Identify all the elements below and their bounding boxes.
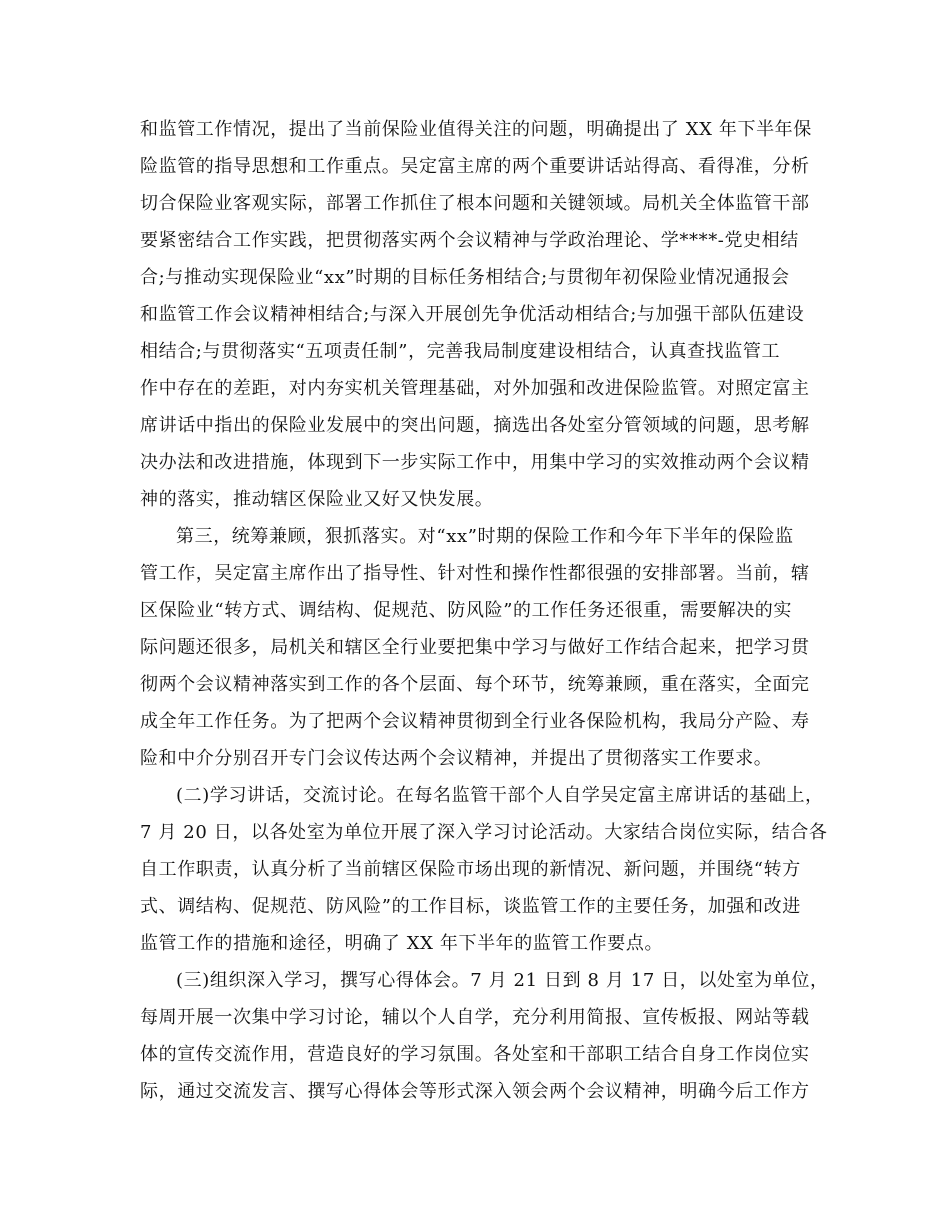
paragraph-first-line: (三)组织深入学习，撰写心得体会。7 月 21 日到 8 月 17 日，以处室为单位， (176, 970, 829, 991)
text-line: 自工作职责，认真分析了当前辖区保险市场出现的新情况、新问题，并围绕“转方 (140, 859, 801, 880)
text-line: 7 月 20 日，以各处室为单位开展了深入学习讨论活动。大家结合岗位实际，结合各 (140, 822, 828, 843)
text-line: 每周开展一次集中学习讨论，辅以个人自学，充分利用简报、宣传板报、网站等载 (140, 1007, 810, 1028)
text-line: 际，通过交流发言、撰写心得体会等形式深入领会两个会议精神，明确今后工作方 (140, 1081, 810, 1102)
text-line: 监管工作的措施和途径，明确了 XX 年下半年的监管工作要点。 (140, 933, 664, 954)
text-line: 作中存在的差距，对内夯实机关管理基础，对外加强和改进保险监管。对照定富主 (140, 378, 810, 399)
text-line: 席讲话中指出的保险业发展中的突出问题，摘选出各处室分管领域的问题，思考解 (140, 415, 810, 436)
text-line: 管工作，吴定富主席作出了指导性、针对性和操作性都很强的安排部署。当前，辖 (140, 563, 810, 584)
text-line: 切合保险业客观实际，部署工作抓住了根本问题和关键领域。局机关全体监管干部 (140, 193, 810, 214)
text-line: 险和中介分别召开专门会议传达两个会议精神，并提出了贯彻落实工作要求。 (140, 748, 773, 769)
text-line: 式、调结构、促规范、防风险”的工作目标，谈监管工作的主要任务，加强和改进 (140, 896, 801, 917)
text-line: 和监管工作情况，提出了当前保险业值得关注的问题，明确提出了 XX 年下半年保 (140, 119, 812, 140)
text-line: 神的落实，推动辖区保险业又好又快发展。 (140, 489, 494, 510)
paragraph-first-line: 第三，统筹兼顾，狠抓落实。对“xx”时期的保险工作和今年下半年的保险监 (176, 526, 794, 547)
text-line: 际问题还很多，局机关和辖区全行业要把集中学习与做好工作结合起来，把学习贯 (140, 637, 810, 658)
text-line: 和监管工作会议精神相结合;与深入开展创先争优活动相结合;与加强干部队伍建设 (140, 304, 805, 325)
paragraph-first-line: (二)学习讲话，交流讨论。在每名监管干部个人自学吴定富主席讲话的基础上， (176, 785, 824, 806)
text-line: 区保险业“转方式、调结构、促规范、防风险”的工作任务还很重，需要解决的实 (140, 600, 793, 621)
text-line: 彻两个会议精神落实到工作的各个层面、每个环节，统筹兼顾，重在落实，全面完 (140, 674, 810, 695)
text-line: 险监管的指导思想和工作重点。吴定富主席的两个重要讲话站得高、看得准，分析 (140, 156, 810, 177)
text-line: 相结合;与贯彻落实“五项责任制”，完善我局制度建设相结合，认真查找监管工 (140, 341, 781, 362)
text-line: 体的宣传交流作用，营造良好的学习氛围。各处室和干部职工结合自身工作岗位实 (140, 1044, 810, 1065)
text-line: 决办法和改进措施，体现到下一步实际工作中，用集中学习的实效推动两个会议精 (140, 452, 810, 473)
text-line: 要紧密结合工作实践，把贯彻落实两个会议精神与学政治理论、学****-党史相结 (140, 230, 799, 251)
text-line: 合;与推动实现保险业“xx”时期的目标任务相结合;与贯彻年初保险业情况通报会 (140, 267, 790, 288)
text-line: 成全年工作任务。为了把两个会议精神贯彻到全行业各保险机构，我局分产险、寿 (140, 711, 810, 732)
